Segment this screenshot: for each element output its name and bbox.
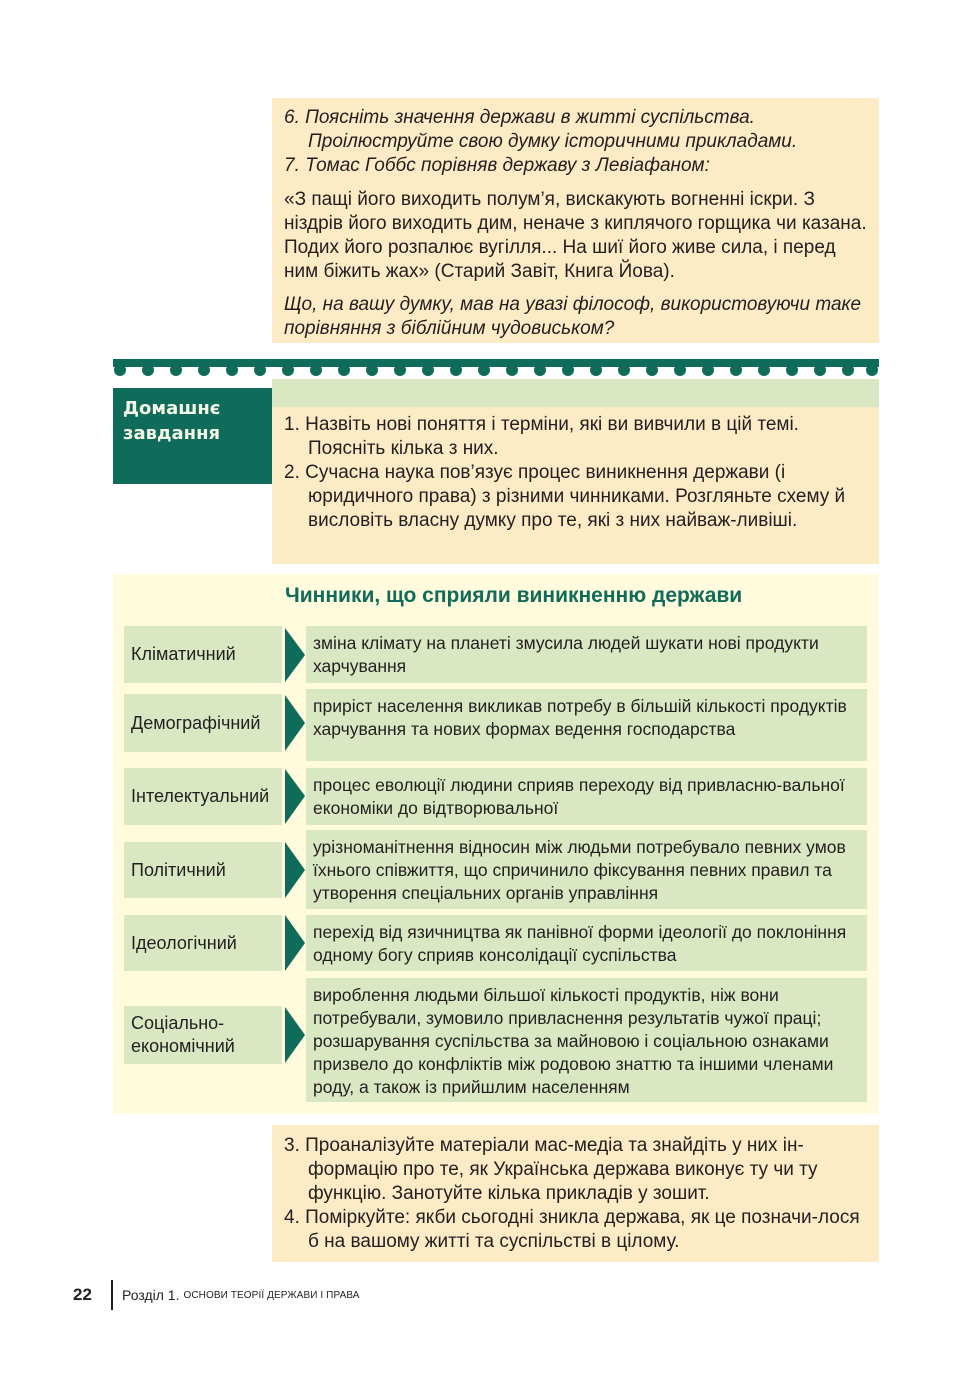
footer-section-name: ОСНОВИ ТЕОРІЇ ДЕРЖАВИ І ПРАВА — [183, 1289, 360, 1301]
factor-socioeconomic-desc: вироблення людьми більшої кількості продуктів, ніж вони потребували, зумовило привласнення результатів чужої праці; розшарування суспільства за майновою і соціальною ознаками призвело до конфліктів між родовою знаттю та іншими членами роду, а також із прийшлим населенням — [306, 978, 867, 1102]
arrow-icon — [285, 695, 305, 751]
homework-box — [272, 407, 879, 564]
question-6-line1: 6. Поясніть значення держави в житті суспільства. — [284, 107, 755, 128]
task-4: 4. Поміркуйте: якби сьогодні зникла держава, як це позначи-лося б на вашому житті та суспільстві в цілому. — [284, 1207, 860, 1252]
factor-demographic: Демографічний — [124, 694, 282, 752]
factor-political-desc: урізноманітнення відносин між людьми потребувало певних умов їхнього співжиття, що спричинило фіксування певних правил та утворення спеціальних органів управління — [306, 830, 867, 909]
page-number: 22 — [73, 1285, 92, 1304]
dotted-divider — [113, 359, 879, 379]
factor-socioeconomic-label: Соціально-економічний — [131, 1013, 235, 1056]
scheme-title: Чинники, що сприяли виникненню держави — [285, 584, 743, 607]
homework-label: Домашнє завдання — [113, 388, 272, 484]
factor-political: Політичний — [124, 842, 282, 898]
arrow-icon — [285, 769, 305, 824]
question-7: 7. Томас Гоббс порівняв державу з Левіафаном: — [284, 155, 710, 176]
page-footer — [73, 1280, 360, 1310]
factor-ideological: Ідеологічний — [124, 915, 282, 971]
question-6-line2: Проілюструйте свою думку історичними прикладами. — [308, 131, 798, 152]
question-7-task: Що, на вашу думку, мав на увазі філософ, використовуючи таке порівняння з біблійним чудовиськом? — [284, 294, 862, 339]
homework-item-1: 1. Назвіть нові поняття і терміни, які ви вивчили в цій темі. Поясніть кілька з них. — [284, 414, 799, 459]
task-3: 3. Проаналізуйте матеріали мас-медіа та знайдіть у них ін-формацію про те, як Українська держава виконує ту чи ту функцію. Занотуйте кілька прикладів у зошит. — [284, 1135, 818, 1204]
homework-header-strip — [272, 379, 879, 407]
tasks-box — [272, 1125, 879, 1262]
questions-box — [272, 98, 879, 343]
leviathan-quote: «З пащі його виходить полум’я, вискакують вогненні іскри. З ніздрів його виходить дим, неначе з киплячого горщика чи казана. Подих його розпалює вугілля... На шиї його живе сила, і перед ним біжить жах» (Старий Завіт, Книга Йова). — [284, 189, 867, 282]
factor-ideological-desc: перехід від язичництва як панівної форми ідеології до поклоніння одному богу сприяв консолідації суспільства — [306, 915, 867, 971]
factor-climatic-desc: зміна клімату на планеті змусила людей шукати нові продукти харчування — [306, 626, 867, 683]
factor-climatic: Кліматичний — [124, 626, 282, 683]
factor-demographic-desc: приріст населення викликав потребу в більшій кількості продуктів харчування та нових формах ведення господарства — [306, 689, 867, 761]
homework-item-2: 2. Сучасна наука пов’язує процес виникнення держави (і юридичного права) з різними чинниками. Розгляньте схему й висловіть власну думку про те, які з них найваж-ливіші. — [284, 462, 846, 531]
arrow-icon — [285, 628, 305, 682]
arrow-icon — [285, 842, 305, 898]
factor-intellectual: Інтелектуальний — [124, 768, 282, 825]
factor-socioeconomic — [124, 1006, 282, 1064]
footer-section: Розділ 1. — [122, 1287, 180, 1303]
footer-divider — [111, 1280, 113, 1310]
arrow-icon — [285, 915, 305, 971]
factor-intellectual-desc: процес еволюції людини сприяв переходу від привласню-вальної економіки до відтворювальної — [306, 768, 867, 825]
arrow-icon — [285, 1007, 305, 1063]
